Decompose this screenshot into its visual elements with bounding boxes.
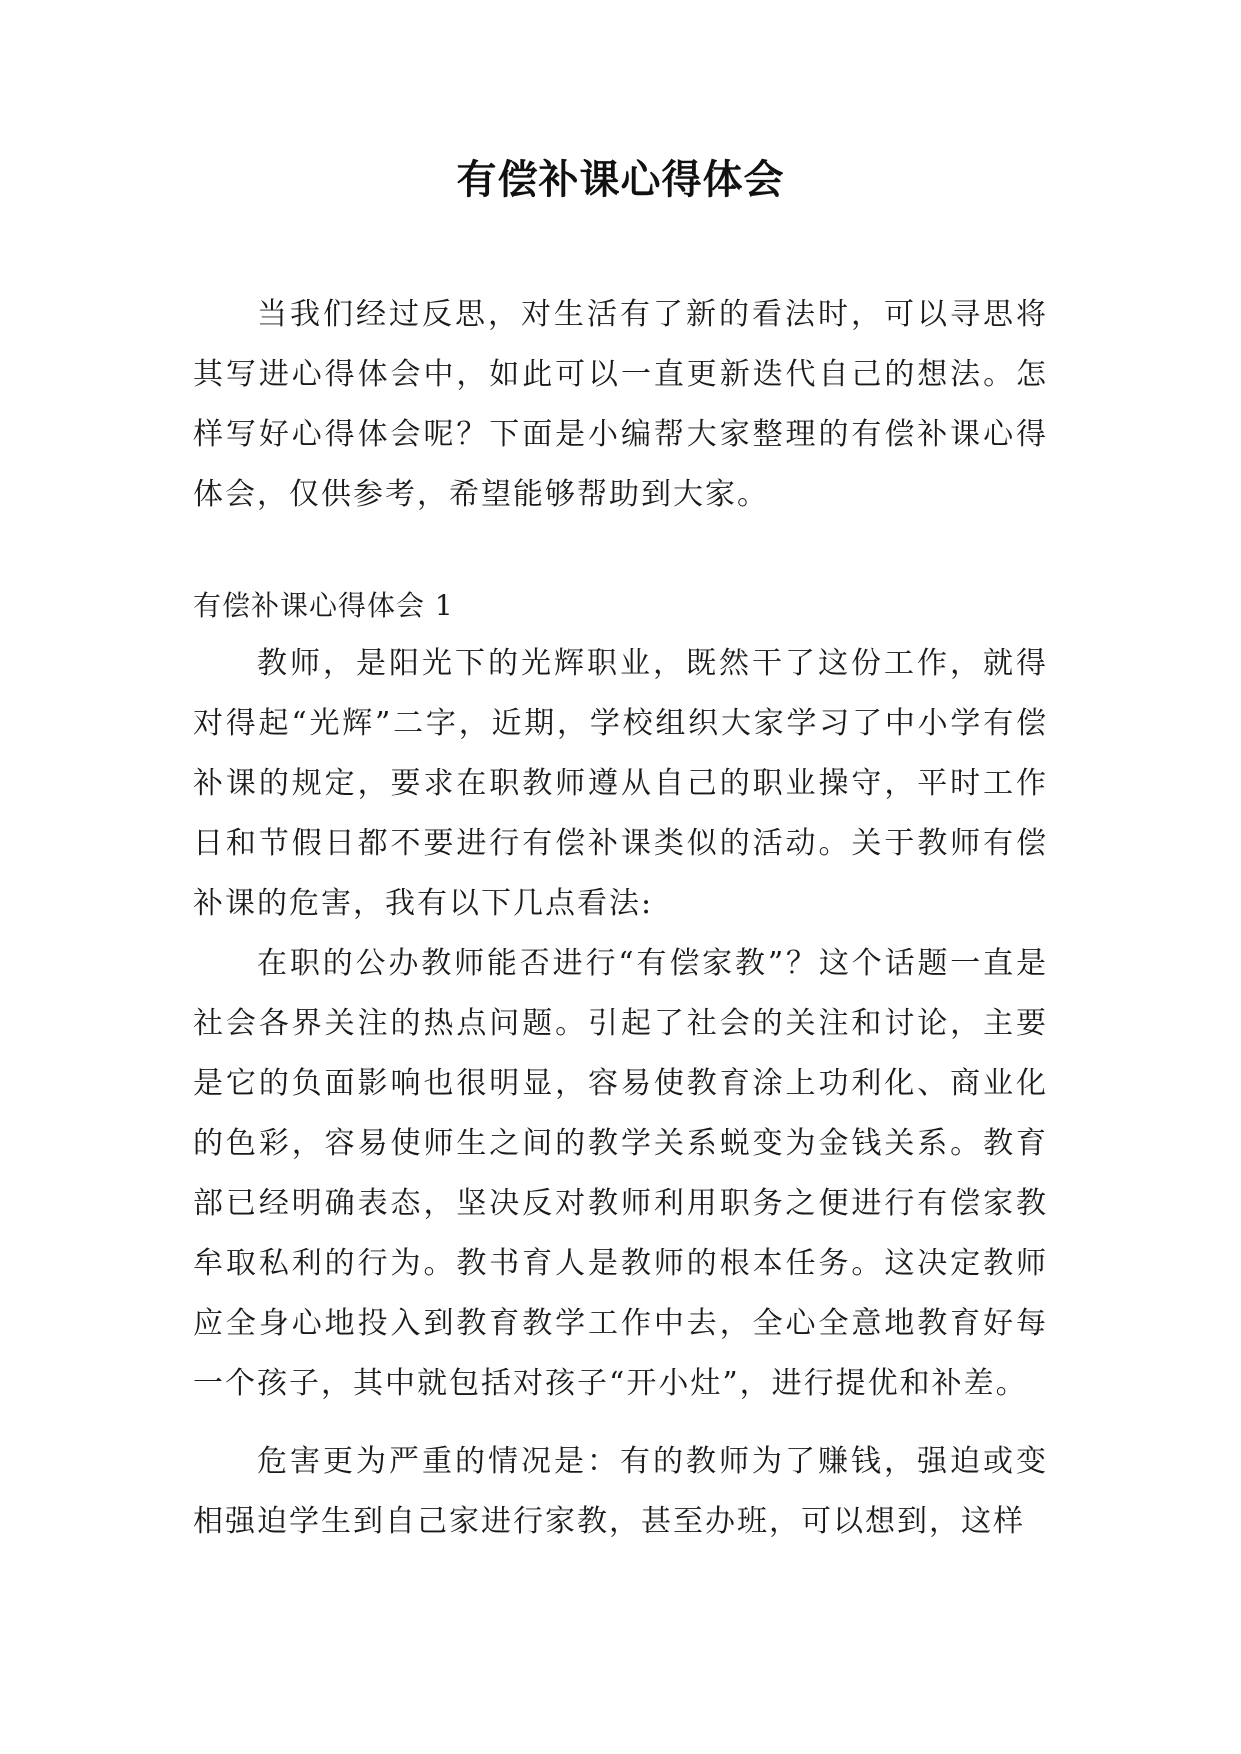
intro-block <box>193 285 1048 525</box>
section-paragraph-1: 教师，是阳光下的光辉职业，既然干了这份工作，就得对得起“光辉”二字，近期，学校组织大家学习了中小学有偿补课的规定，要求在职教师遵从自己的职业操守，平时工作日和节假日都不要进行有偿补课类似的活动。关于教师有偿补课的危害，我有以下几点看法: <box>193 646 1048 921</box>
section-1 <box>193 578 1048 1552</box>
intro-paragraph: 当我们经过反思，对生活有了新的看法时，可以寻思将其写进心得体会中，如此可以一直更新迭代自己的想法。怎样写好心得体会呢？下面是小编帮大家整理的有偿补课心得体会，仅供参考，希望能够帮助到大家。 <box>193 297 1048 512</box>
section-heading: 有偿补课心得体会 1 <box>193 589 454 622</box>
section-paragraph-2: 在职的公办教师能否进行“有偿家教”？这个话题一直是社会各界关注的热点问题。引起了社会的关注和讨论，主要是它的负面影响也很明显，容易使教育涂上功利化、商业化的色彩，容易使师生之间的教学关系蜕变为金钱关系。教育部已经明确表态，坚决反对教师利用职务之便进行有偿家教牟取私利的行为。教书育人是教师的根本任务。这决定教师应全身心地投入到教育教学工作中去，全心全意地教育好每一个孩子，其中就包括对孩子“开小灶”，进行提优和补差。 <box>193 946 1048 1401</box>
section-paragraph-3: 危害更为严重的情况是：有的教师为了赚钱，强迫或变相强迫学生到自己家进行家教，甚至办班，可以想到，这样 <box>193 1444 1048 1539</box>
document-title: 有偿补课心得体会 <box>456 157 785 203</box>
